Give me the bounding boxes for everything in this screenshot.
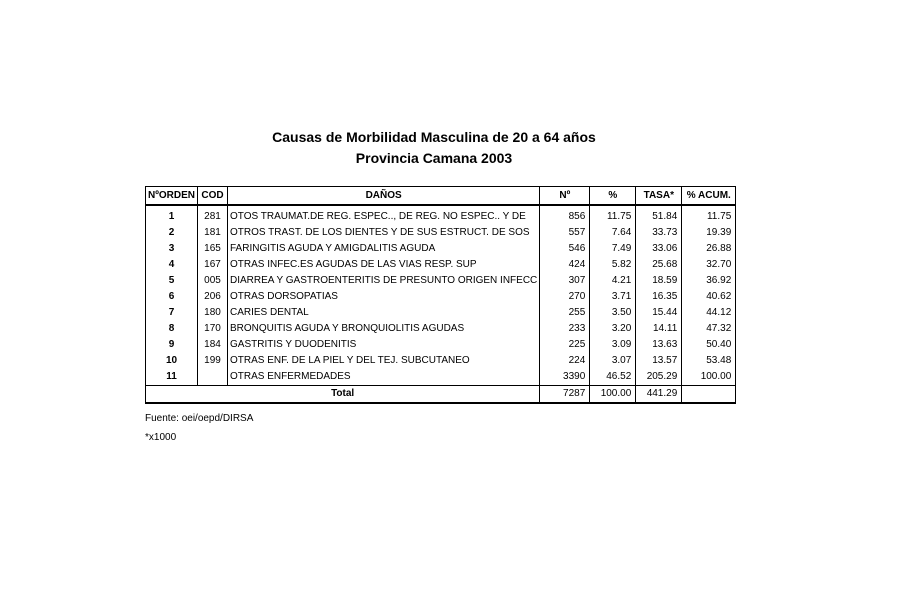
table-title: Causas de Morbilidad Masculina de 20 a 64 años: [272, 129, 596, 145]
total-row: [146, 386, 736, 404]
cell-porcentaje: 3.71: [590, 289, 636, 305]
cell-dano: OTRAS INFEC.ES AGUDAS DE LAS VIAS RESP. SUP: [228, 257, 540, 273]
cell-porcentaje: 3.09: [590, 337, 636, 353]
cell-porcentaje: 7.64: [590, 225, 636, 241]
cell-orden: 4: [146, 257, 198, 273]
cell-dano: CARIES DENTAL: [228, 305, 540, 321]
cell-porcentaje: 5.82: [590, 257, 636, 273]
cell-acumulado: 26.88: [682, 241, 736, 257]
table-row: [146, 273, 736, 289]
cell-numero: 255: [540, 305, 590, 321]
header-numero: Nº: [540, 187, 590, 206]
header-danos: DAÑOS: [228, 187, 540, 206]
cell-numero: 546: [540, 241, 590, 257]
cell-acumulado: 53.48: [682, 353, 736, 369]
cell-cod: 199: [198, 353, 228, 369]
cell-tasa: 33.06: [636, 241, 682, 257]
cell-cod: 005: [198, 273, 228, 289]
cell-dano: OTROS TRAST. DE LOS DIENTES Y DE SUS ESTRUCT. DE SOS: [228, 225, 540, 241]
cell-cod: 165: [198, 241, 228, 257]
cell-porcentaje: 3.20: [590, 321, 636, 337]
cell-orden: 9: [146, 337, 198, 353]
cell-orden: 8: [146, 321, 198, 337]
cell-acumulado: 19.39: [682, 225, 736, 241]
cell-acumulado: 44.12: [682, 305, 736, 321]
cell-acumulado: 11.75: [682, 205, 736, 225]
table-row: [146, 205, 736, 225]
source-note: Fuente: oei/oepd/DIRSA: [145, 413, 254, 424]
cell-cod: 206: [198, 289, 228, 305]
cell-tasa: 25.68: [636, 257, 682, 273]
cell-numero: 224: [540, 353, 590, 369]
total-tasa: 441.29: [636, 386, 682, 404]
header-orden: NºORDEN: [146, 187, 198, 206]
cell-acumulado: 47.32: [682, 321, 736, 337]
total-label: Total: [146, 386, 540, 404]
cell-tasa: 33.73: [636, 225, 682, 241]
cell-orden: 5: [146, 273, 198, 289]
cell-tasa: 16.35: [636, 289, 682, 305]
table-row: [146, 241, 736, 257]
cell-acumulado: 32.70: [682, 257, 736, 273]
table-row: [146, 321, 736, 337]
cell-tasa: 18.59: [636, 273, 682, 289]
cell-orden: 1: [146, 205, 198, 225]
cell-acumulado: 40.62: [682, 289, 736, 305]
cell-porcentaje: 3.50: [590, 305, 636, 321]
table-body: [146, 205, 736, 403]
table-subtitle: Provincia Camana 2003: [355, 150, 513, 166]
table-row: [146, 305, 736, 321]
cell-numero: 307: [540, 273, 590, 289]
cell-acumulado: 50.40: [682, 337, 736, 353]
cell-cod: 184: [198, 337, 228, 353]
total-acumulado: [682, 386, 736, 404]
total-porcentaje: 100.00: [590, 386, 636, 404]
cell-orden: 7: [146, 305, 198, 321]
header-cod: COD: [198, 187, 228, 206]
cell-numero: 3390: [540, 369, 590, 386]
cell-cod: 281: [198, 205, 228, 225]
table-header-row: [146, 187, 736, 206]
header-acumulado: % ACUM.: [682, 187, 736, 206]
cell-dano: GASTRITIS Y DUODENITIS: [228, 337, 540, 353]
cell-tasa: 13.57: [636, 353, 682, 369]
cell-cod: 170: [198, 321, 228, 337]
morbidity-table: [145, 186, 736, 404]
cell-orden: 6: [146, 289, 198, 305]
table-row: [146, 337, 736, 353]
table-row: [146, 353, 736, 369]
cell-cod: 181: [198, 225, 228, 241]
table-row: [146, 289, 736, 305]
cell-numero: 424: [540, 257, 590, 273]
cell-dano: OTOS TRAUMAT.DE REG. ESPEC.., DE REG. NO ESPEC.. Y DE: [228, 205, 540, 225]
cell-numero: 233: [540, 321, 590, 337]
cell-porcentaje: 46.52: [590, 369, 636, 386]
cell-numero: 856: [540, 205, 590, 225]
cell-cod: [198, 369, 228, 386]
cell-numero: 225: [540, 337, 590, 353]
cell-tasa: 205.29: [636, 369, 682, 386]
cell-dano: FARINGITIS AGUDA Y AMIGDALITIS AGUDA: [228, 241, 540, 257]
cell-dano: OTRAS ENFERMEDADES: [228, 369, 540, 386]
header-tasa: TASA*: [636, 187, 682, 206]
cell-tasa: 13.63: [636, 337, 682, 353]
cell-tasa: 14.11: [636, 321, 682, 337]
cell-dano: OTRAS ENF. DE LA PIEL Y DEL TEJ. SUBCUTANEO: [228, 353, 540, 369]
cell-orden: 2: [146, 225, 198, 241]
total-numero: 7287: [540, 386, 590, 404]
cell-porcentaje: 11.75: [590, 205, 636, 225]
cell-dano: DIARREA Y GASTROENTERITIS DE PRESUNTO ORIGEN INFECC: [228, 273, 540, 289]
cell-porcentaje: 7.49: [590, 241, 636, 257]
cell-cod: 180: [198, 305, 228, 321]
cell-tasa: 15.44: [636, 305, 682, 321]
cell-acumulado: 36.92: [682, 273, 736, 289]
cell-dano: BRONQUITIS AGUDA Y BRONQUIOLITIS AGUDAS: [228, 321, 540, 337]
header-porcentaje: %: [590, 187, 636, 206]
cell-orden: 11: [146, 369, 198, 386]
rate-factor-note: *x1000: [145, 432, 177, 443]
cell-orden: 10: [146, 353, 198, 369]
cell-numero: 557: [540, 225, 590, 241]
table-row: [146, 369, 736, 386]
table-row: [146, 225, 736, 241]
cell-orden: 3: [146, 241, 198, 257]
cell-tasa: 51.84: [636, 205, 682, 225]
cell-porcentaje: 4.21: [590, 273, 636, 289]
table-row: [146, 257, 736, 273]
cell-acumulado: 100.00: [682, 369, 736, 386]
cell-porcentaje: 3.07: [590, 353, 636, 369]
cell-cod: 167: [198, 257, 228, 273]
cell-dano: OTRAS DORSOPATIAS: [228, 289, 540, 305]
cell-numero: 270: [540, 289, 590, 305]
